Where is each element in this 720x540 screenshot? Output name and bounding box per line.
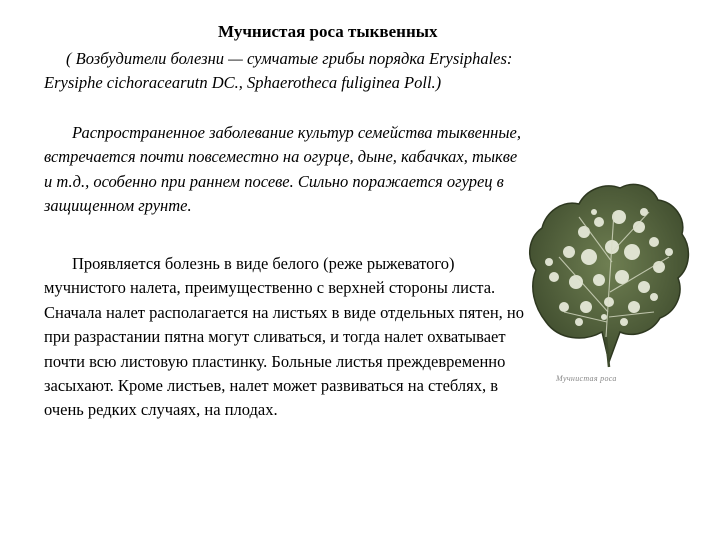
symptoms-paragraph [44, 252, 524, 423]
spread-text: Распространенное заболевание культур семейства тыквенные, встречается почти повсеместно на огурце, дыне, кабачках, тыкве и т.д., особенно при раннем посеве. Сильно поражается огурец в защищенном грунте. [44, 123, 521, 216]
figure-caption: Мучнистая роса [556, 374, 617, 383]
symptoms-text: Проявляется болезнь в виде белого (реже рыжеватого) мучнистого налета, преимущественно с верхней стороны листа. Сначала налет располагается на листьях в виде отдельных пятен, но при разрастании пятна могут сливаться, и тогда налет охватывает почти всю листовую пластинку. Больные листья преждевременно засыхают. Кроме листьев, налет может развиваться на стеблях, в очень редких случаях, на плодах. [44, 254, 524, 420]
page-title: Мучнистая роса тыквенных [218, 22, 438, 41]
pathogen-text: ( Возбудители болезни — сумчатые грибы порядка Erysiphales: Erysiphe cichoracearutn DC., Sphaerotheca fuliginea Poll.) [44, 49, 513, 93]
infected-leaf-illustration [524, 172, 694, 372]
pathogen-paragraph [44, 47, 524, 96]
spread-paragraph [44, 121, 524, 219]
